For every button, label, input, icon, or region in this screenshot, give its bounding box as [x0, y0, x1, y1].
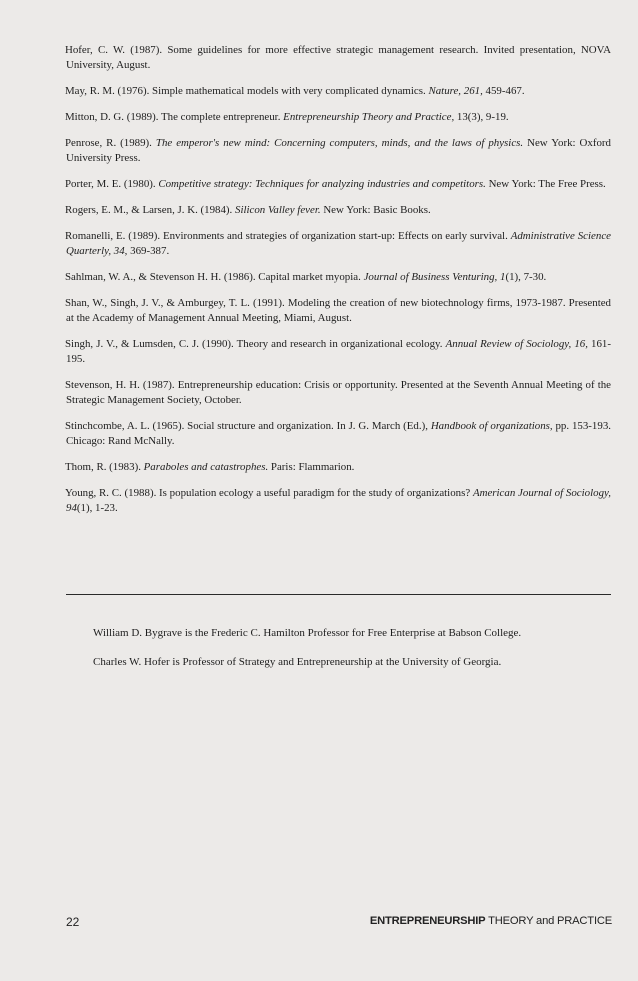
- reference-title: Paraboles and catastrophes.: [143, 461, 269, 473]
- reference-text: Singh, J. V., & Lumsden, C. J. (1990). Theory and research in organizational ecology.: [65, 338, 446, 350]
- reference-entry: [66, 378, 611, 408]
- reference-text: 459-467.: [482, 85, 525, 97]
- reference-title: Nature, 261,: [428, 85, 483, 97]
- reference-entry: [66, 296, 611, 326]
- author-bio: William D. Bygrave is the Frederic C. Hamilton Professor for Free Enterprise at Babson College.: [93, 627, 522, 639]
- reference-text: Shan, W., Singh, J. V., & Amburgey, T. L. (1991). Modeling the creation of new biotechnology firms, 1973-1987. Presented at the Academy of Management Annual Meeting, Miami, August.: [65, 297, 611, 324]
- reference-title: Journal of Business Venturing, 1: [363, 271, 506, 283]
- section-divider: [66, 594, 611, 595]
- reference-entry: [66, 43, 611, 73]
- reference-text: Mitton, D. G. (1989). The complete entrepreneur.: [65, 111, 284, 123]
- reference-text: 161-195.: [66, 338, 611, 365]
- reference-title: Silicon Valley fever.: [235, 204, 321, 216]
- reference-text: Porter, M. E. (1980).: [65, 178, 159, 190]
- reference-text: Rogers, E. M., & Larsen, J. K. (1984).: [65, 204, 235, 216]
- reference-entry: [66, 136, 611, 166]
- references-list: [66, 43, 611, 527]
- reference-entry: [66, 270, 611, 285]
- reference-text: Hofer, C. W. (1987). Some guidelines for more effective strategic management research. Invited presentation, NOVA University, August.: [65, 44, 611, 71]
- reference-entry: [66, 203, 611, 218]
- reference-entry: [66, 229, 611, 259]
- reference-entry: [66, 419, 611, 449]
- journal-name-light: THEORY and PRACTICE: [485, 915, 612, 927]
- reference-text: 369-387.: [127, 245, 170, 257]
- author-bio: Charles W. Hofer is Professor of Strategy and Entrepreneurship at the University of Georgia.: [93, 656, 502, 668]
- reference-text: Romanelli, E. (1989). Environments and strategies of organization start-up: Effects on early survival.: [65, 230, 511, 242]
- reference-text: Sahlman, W. A., & Stevenson H. H. (1986). Capital market myopia.: [65, 271, 364, 283]
- reference-text: Stinchcombe, A. L. (1965). Social structure and organization. In J. G. March (Ed.),: [65, 420, 431, 432]
- reference-text: (1), 7-30.: [505, 271, 547, 283]
- reference-entry: [66, 110, 611, 125]
- reference-title: The emperor's new mind: Concerning computers, minds, and the laws of physics.: [155, 137, 524, 149]
- reference-text: (1), 1-23.: [76, 502, 118, 514]
- reference-title: Administrative Science Quarterly, 34,: [66, 230, 611, 257]
- journal-name-bold: ENTREPRENEURSHIP: [369, 915, 486, 927]
- page-number: 22: [66, 915, 80, 929]
- reference-entry: [66, 337, 611, 367]
- reference-entry: [66, 460, 611, 475]
- reference-text: Paris: Flammarion.: [268, 461, 355, 473]
- reference-title: Entrepreneurship Theory and Practice,: [283, 111, 455, 123]
- author-bios: [93, 626, 613, 684]
- reference-text: New York: Oxford University Press.: [66, 137, 611, 164]
- reference-entry: [66, 486, 611, 516]
- reference-text: Penrose, R. (1989).: [65, 137, 156, 149]
- reference-text: May, R. M. (1976). Simple mathematical models with very complicated dynamics.: [65, 85, 429, 97]
- reference-title: Annual Review of Sociology, 16,: [445, 338, 588, 350]
- reference-text: Stevenson, H. H. (1987). Entrepreneurship education: Crisis or opportunity. Presented at the Seventh Annual Meeting of the Strategic Management Society, October.: [65, 379, 611, 406]
- reference-text: New York: Basic Books.: [320, 204, 431, 216]
- reference-text: New York: The Free Press.: [485, 178, 606, 190]
- reference-text: Thom, R. (1983).: [65, 461, 144, 473]
- reference-entry: [66, 84, 611, 99]
- reference-text: 13(3), 9-19.: [454, 111, 509, 123]
- running-footer: [370, 915, 612, 927]
- reference-text: pp. 153-193. Chicago: Rand McNally.: [66, 420, 611, 447]
- reference-title: Handbook of organizations,: [430, 420, 553, 432]
- reference-entry: [66, 177, 611, 192]
- reference-title: American Journal of Sociology, 94: [66, 487, 611, 514]
- reference-text: Young, R. C. (1988). Is population ecology a useful paradigm for the study of organizations?: [65, 487, 473, 499]
- reference-title: Competitive strategy: Techniques for analyzing industries and competitors.: [158, 178, 486, 190]
